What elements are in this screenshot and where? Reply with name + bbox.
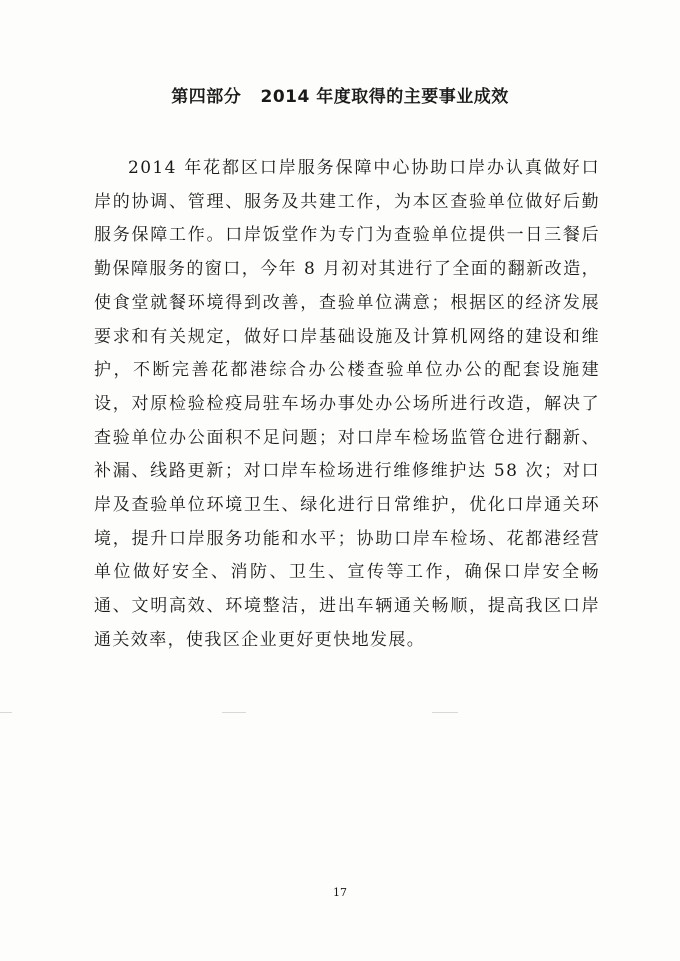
page-number: 17 [333, 886, 347, 899]
scan-mark-center [222, 712, 246, 713]
body-paragraph: 2014 年花都区口岸服务保障中心协助口岸办认真做好口岸的协调、管理、服务及共建工作，为本区查验单位做好后勤服务保障工作。口岸饭堂作为专门为查验单位提供一日三餐后勤保障服务的窗口，今年 8 月初对其进行了全面的翻新改造，使食堂就餐环境得到改善，查验单位满意；根据区的经济发展要求和有关规定，做好口岸基础设施及计算机网络的建设和维护，不断完善花都港综合办公楼查验单位办公的配套设施建设，对原检验检疫局驻车场办事处办公场所进行改造，解决了查验单位办公面积不足问题；对口岸车检场监管仓进行翻新、补漏、线路更新；对口岸车检场进行维修维护达 58 次；对口岸及查验单位环境卫生、绿化进行日常维护，优化口岸通关环境，提升口岸服务功能和水平；协助口岸车检场、花都港经营单位做好安全、消防、卫生、宣传等工作，确保口岸安全畅通、文明高效、环境整洁，进出车辆通关畅顺，提高我区口岸通关效率，使我区企业更好更快地发展。 [94, 158, 600, 650]
section-title: 第四部分 2014 年度取得的主要事业成效 [171, 87, 509, 107]
scan-mark-left [0, 712, 12, 713]
scan-mark-right [432, 712, 458, 713]
